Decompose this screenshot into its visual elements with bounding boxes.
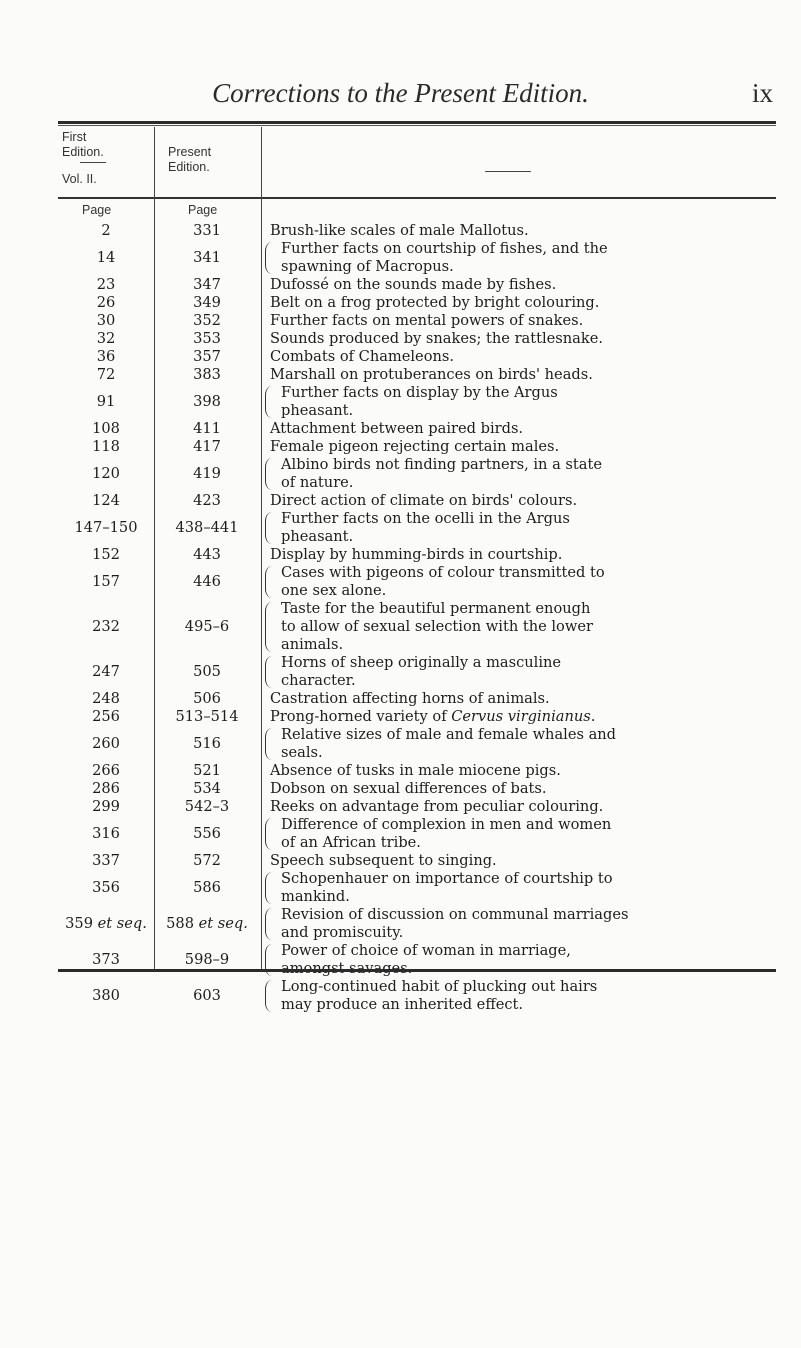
table-row bbox=[0, 852, 801, 870]
description-line: Dufossé on the sounds made by fishes. bbox=[270, 276, 557, 293]
correction-description bbox=[270, 456, 780, 492]
first-edition-page: 299 bbox=[92, 798, 120, 815]
first-edition-page: 120 bbox=[92, 465, 120, 482]
first-edition-page: 108 bbox=[92, 420, 120, 437]
description-line: Speech subsequent to singing. bbox=[270, 852, 497, 869]
first-edition-vol: Vol. II. bbox=[62, 172, 97, 186]
correction-description bbox=[270, 420, 780, 438]
correction-description bbox=[270, 906, 780, 942]
first-edition-page: 373 bbox=[92, 951, 120, 968]
correction-description bbox=[270, 870, 780, 906]
correction-description bbox=[270, 492, 780, 510]
table-row bbox=[0, 690, 801, 708]
present-edition-page: 598–9 bbox=[184, 951, 230, 968]
present-edition-page: 353 bbox=[193, 330, 221, 347]
bottom-rule bbox=[58, 969, 776, 972]
table-row bbox=[0, 942, 801, 978]
first-edition-page: 152 bbox=[92, 546, 120, 563]
brace-mark bbox=[265, 242, 274, 274]
table-row bbox=[0, 978, 801, 1014]
first-edition-page: 14 bbox=[96, 249, 116, 266]
description-line: character. bbox=[281, 672, 356, 689]
brace-mark bbox=[265, 908, 274, 940]
brace-mark bbox=[265, 980, 274, 1012]
first-edition-header bbox=[62, 130, 152, 160]
table-row bbox=[0, 600, 801, 654]
brace-mark bbox=[265, 386, 274, 418]
description-line: pheasant. bbox=[281, 402, 354, 419]
description-line: may produce an inherited effect. bbox=[281, 996, 524, 1013]
correction-description bbox=[270, 726, 780, 762]
table-row bbox=[0, 384, 801, 420]
table-row bbox=[0, 816, 801, 852]
first-edition-page: 147–150 bbox=[74, 519, 138, 536]
description-line: Power of choice of woman in marriage, bbox=[281, 942, 571, 959]
first-edition-page: 260 bbox=[92, 735, 120, 752]
present-edition-page: 341 bbox=[193, 249, 221, 266]
first-edition-page: 118 bbox=[92, 438, 120, 455]
correction-description bbox=[270, 312, 780, 330]
table-row bbox=[0, 762, 801, 780]
description-line: and promiscuity. bbox=[281, 924, 404, 941]
present-edition-page: 588 et seq. bbox=[166, 915, 248, 932]
first-edition-page: 316 bbox=[92, 825, 120, 842]
description-line: Further facts on display by the Argus bbox=[281, 384, 558, 401]
present-edition-page: 572 bbox=[193, 852, 221, 869]
page-label-first: Page bbox=[82, 203, 112, 217]
correction-description bbox=[270, 438, 780, 456]
description-line: Brush-like scales of male Mallotus. bbox=[270, 222, 529, 239]
table-row bbox=[0, 294, 801, 312]
present-edition-page: 349 bbox=[193, 294, 221, 311]
first-edition-page: 359 et seq. bbox=[65, 915, 147, 932]
first-edition-page: 26 bbox=[96, 294, 116, 311]
description-line: Reeks on advantage from peculiar colouring. bbox=[270, 798, 604, 815]
table-row bbox=[0, 780, 801, 798]
page-title: Corrections to the Present Edition. bbox=[212, 78, 589, 108]
top-rule-thin bbox=[58, 125, 776, 126]
present-edition-page: 443 bbox=[193, 546, 221, 563]
description-line: seals. bbox=[281, 744, 323, 761]
description-line: Further facts on mental powers of snakes. bbox=[270, 312, 584, 329]
description-line: Relative sizes of male and female whales and bbox=[281, 726, 617, 743]
description-line: Combats of Chameleons. bbox=[270, 348, 455, 365]
first-edition-page: 286 bbox=[92, 780, 120, 797]
present-edition-page: 534 bbox=[193, 780, 221, 797]
description-line: animals. bbox=[281, 636, 344, 653]
first-edition-page: 380 bbox=[92, 987, 120, 1004]
first-edition-page: 91 bbox=[96, 393, 116, 410]
present-edition-page: 513–514 bbox=[175, 708, 239, 725]
present-edition-page: 516 bbox=[193, 735, 221, 752]
table-row bbox=[0, 546, 801, 564]
present-edition-page: 495–6 bbox=[184, 618, 230, 635]
description-line: of nature. bbox=[281, 474, 354, 491]
table-row bbox=[0, 870, 801, 906]
description-line: pheasant. bbox=[281, 528, 354, 545]
table-row bbox=[0, 726, 801, 762]
table-row bbox=[0, 798, 801, 816]
description-line: Cases with pigeons of colour transmitted to bbox=[281, 564, 605, 581]
description-line: mankind. bbox=[281, 888, 350, 905]
table-row bbox=[0, 420, 801, 438]
table-row bbox=[0, 366, 801, 384]
correction-description bbox=[270, 600, 780, 654]
table-row bbox=[0, 708, 801, 726]
first-edition-page: 36 bbox=[96, 348, 116, 365]
correction-description bbox=[270, 546, 780, 564]
table-row bbox=[0, 510, 801, 546]
page-label-present: Page bbox=[188, 203, 218, 217]
description-line: Albino birds not finding partners, in a state bbox=[281, 456, 602, 473]
present-edition-page: 556 bbox=[193, 825, 221, 842]
first-edition-page: 247 bbox=[92, 663, 120, 680]
first-edition-label: First Edition. bbox=[62, 130, 104, 159]
present-edition-page: 331 bbox=[193, 222, 221, 239]
correction-description bbox=[270, 348, 780, 366]
correction-description bbox=[270, 222, 780, 240]
present-edition-page: 411 bbox=[193, 420, 221, 437]
present-edition-page: 586 bbox=[193, 879, 221, 896]
description-line: Long-continued habit of plucking out hairs bbox=[281, 978, 598, 995]
description-line: Belt on a frog protected by bright colouring. bbox=[270, 294, 600, 311]
correction-description bbox=[270, 654, 780, 690]
description-line: Further facts on the ocelli in the Argus bbox=[281, 510, 570, 527]
table-row bbox=[0, 222, 801, 240]
description-line: to allow of sexual selection with the lower bbox=[281, 618, 593, 635]
correction-description bbox=[270, 240, 780, 276]
present-edition-page: 603 bbox=[193, 987, 221, 1004]
present-edition-page: 505 bbox=[193, 663, 221, 680]
description-line: spawning of Macropus. bbox=[281, 258, 454, 275]
description-line: Female pigeon rejecting certain males. bbox=[270, 438, 560, 455]
description-line: Direct action of climate on birds' colours. bbox=[270, 492, 578, 509]
brace-mark bbox=[265, 566, 274, 598]
description-line: Display by humming-birds in courtship. bbox=[270, 546, 563, 563]
brace-mark bbox=[265, 818, 274, 850]
table-row bbox=[0, 492, 801, 510]
table-row bbox=[0, 312, 801, 330]
description-line: Absence of tusks in male miocene pigs. bbox=[270, 762, 561, 779]
brace-mark bbox=[265, 656, 274, 688]
table-row bbox=[0, 564, 801, 600]
description-line: of an African tribe. bbox=[281, 834, 421, 851]
table-row bbox=[0, 348, 801, 366]
present-edition-page: 506 bbox=[193, 690, 221, 707]
table-row bbox=[0, 456, 801, 492]
correction-description bbox=[270, 816, 780, 852]
present-edition-page: 417 bbox=[193, 438, 221, 455]
present-edition-page: 398 bbox=[193, 393, 221, 410]
present-edition-page: 357 bbox=[193, 348, 221, 365]
description-line: Marshall on protuberances on birds' heads. bbox=[270, 366, 593, 383]
table-row bbox=[0, 654, 801, 690]
correction-description bbox=[270, 690, 780, 708]
brace-mark bbox=[265, 872, 274, 904]
present-edition-page: 521 bbox=[193, 762, 221, 779]
correction-description bbox=[270, 294, 780, 312]
correction-description bbox=[270, 978, 780, 1014]
description-line: Taste for the beautiful permanent enough bbox=[281, 600, 591, 617]
header-underline bbox=[58, 197, 776, 199]
first-edition-page: 124 bbox=[92, 492, 120, 509]
correction-description bbox=[270, 798, 780, 816]
brace-mark bbox=[265, 728, 274, 760]
correction-description bbox=[270, 762, 780, 780]
table-row bbox=[0, 240, 801, 276]
description-line: Revision of discussion on communal marriages bbox=[281, 906, 629, 923]
table-row bbox=[0, 330, 801, 348]
correction-description bbox=[270, 942, 780, 978]
table-row bbox=[0, 276, 801, 294]
correction-description bbox=[270, 366, 780, 384]
first-edition-page: 23 bbox=[96, 276, 116, 293]
present-edition-page: 347 bbox=[193, 276, 221, 293]
table-row bbox=[0, 438, 801, 456]
first-edition-page: 337 bbox=[92, 852, 120, 869]
first-edition-page: 157 bbox=[92, 573, 120, 590]
brace-mark bbox=[265, 602, 274, 652]
description-line: Difference of complexion in men and women bbox=[281, 816, 612, 833]
first-edition-page: 266 bbox=[92, 762, 120, 779]
description-line: Dobson on sexual differences of bats. bbox=[270, 780, 547, 797]
brace-mark bbox=[265, 458, 274, 490]
first-edition-page: 2 bbox=[101, 222, 111, 239]
description-line: Horns of sheep originally a masculine bbox=[281, 654, 562, 671]
description-line: Castration affecting horns of animals. bbox=[270, 690, 550, 707]
present-edition-page: 419 bbox=[193, 465, 221, 482]
description-line: Further facts on courtship of fishes, and the bbox=[281, 240, 608, 257]
correction-description bbox=[270, 330, 780, 348]
first-edition-page: 248 bbox=[92, 690, 120, 707]
present-edition-page: 446 bbox=[193, 573, 221, 590]
present-edition-page: 352 bbox=[193, 312, 221, 329]
correction-description bbox=[270, 276, 780, 294]
header-dash-right bbox=[485, 171, 531, 172]
first-edition-page: 256 bbox=[92, 708, 120, 725]
correction-description: Prong-horned variety of Cervus virginianus. bbox=[270, 708, 596, 725]
first-edition-page: 72 bbox=[96, 366, 116, 383]
description-line: Sounds produced by snakes; the rattlesnake. bbox=[270, 330, 603, 347]
present-edition-page: 438–441 bbox=[175, 519, 239, 536]
top-rule bbox=[58, 121, 776, 124]
correction-description bbox=[270, 564, 780, 600]
present-edition-header: Present Edition. bbox=[168, 145, 212, 174]
present-edition-page: 542–3 bbox=[184, 798, 230, 815]
correction-description bbox=[270, 780, 780, 798]
page-number: ix bbox=[752, 78, 774, 108]
first-edition-page: 32 bbox=[96, 330, 116, 347]
correction-description bbox=[270, 510, 780, 546]
description-line: one sex alone. bbox=[281, 582, 387, 599]
first-edition-page: 232 bbox=[92, 618, 120, 635]
present-edition-page: 383 bbox=[193, 366, 221, 383]
correction-description bbox=[270, 852, 780, 870]
description-line: Attachment between paired birds. bbox=[270, 420, 524, 437]
brace-mark bbox=[265, 512, 274, 544]
first-edition-page: 30 bbox=[96, 312, 116, 329]
present-edition-page: 423 bbox=[193, 492, 221, 509]
table-row bbox=[0, 906, 801, 942]
header-dash bbox=[80, 162, 106, 163]
description-line: Schopenhauer on importance of courtship to bbox=[281, 870, 613, 887]
first-edition-page: 356 bbox=[92, 879, 120, 896]
correction-description bbox=[270, 384, 780, 420]
